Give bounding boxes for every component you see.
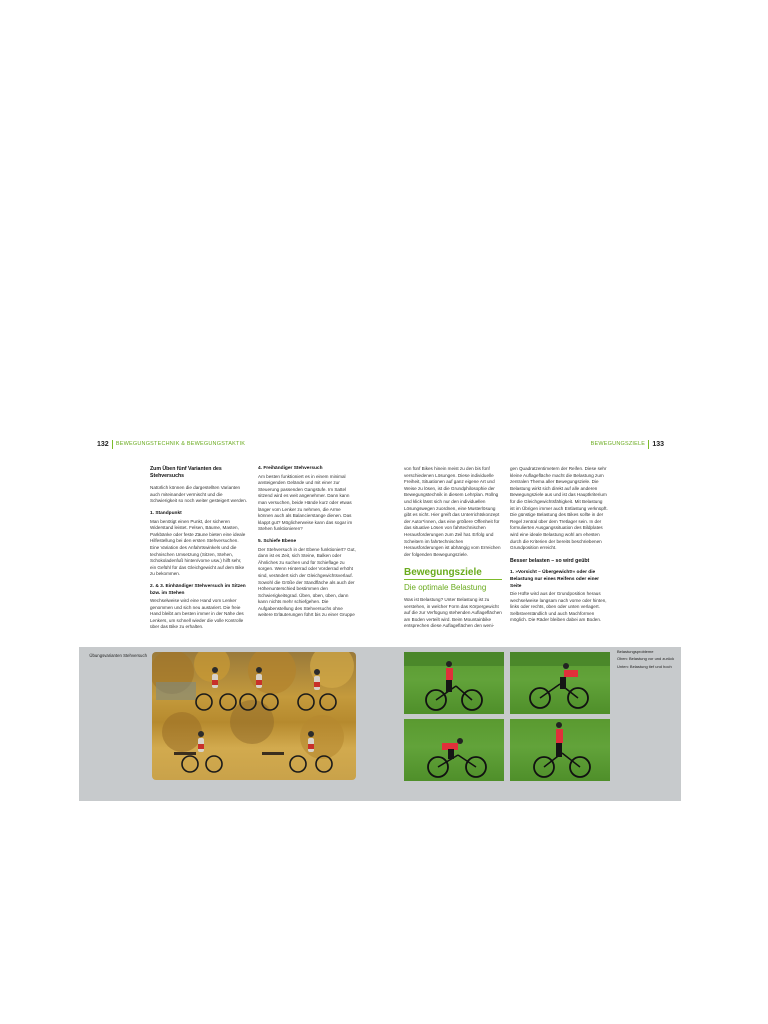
balance-photo-high (510, 719, 610, 781)
section-rule (404, 579, 502, 580)
section-label-right: BEWEGUNGSZIELE (590, 441, 646, 447)
section-title: Bewegungsziele (404, 567, 482, 578)
text-column-4 (510, 466, 608, 630)
page-number-right: 133 (652, 440, 664, 448)
rider-illustration (404, 719, 504, 781)
riders-illustration (152, 652, 356, 780)
paragraph: Man benötigt einen Punkt, der sicheren Widerstand leistet. Felsen, Bäume, Masten, Parkbänke oder feste Zäune bieten eine ideale Hilfestellung bei den ersten Stehversuchen. Eine Variation des Anfahrtswinkels und die technischen Umsetzung (Sitzen, Stehen, Schokoladenfuß hinten/vorne usw.) hilft sehr, ein Gefühl für das Gleichgewicht auf dem Bike zu bekommen. (150, 518, 246, 577)
item-title: 1. Standpunkt (150, 510, 182, 516)
text-column-2 (258, 466, 356, 625)
page-number-left: 132 (97, 440, 109, 448)
paragraph: Am besten funktioniert es in einem minimal ansteigenden Gelände und mit einer zur Steuerung passenden Gangstufe. Im Sattel sitzend wird es weit angenehmer. Dann kann man versuchen, beide Hände kurz oder etwas länger vom Lenker zu nehmen, die Arme können auch als Balancierstange dienen. Das klappt gut? Möglicherweise kann das sogar im Stehen funktionieren? (258, 473, 353, 532)
paragraph: von fünf Bikes hinein meist zu den bis fünf verschiedenen Lösungen. Diese individuelle Freiheit, Situationen auf ganz eigene Art und Weise zu lösen, ist die Grundphilosophie der Bewegungstechnik in diesem Lehrplan. Rollng und klick lässt sich nur den individuellen Lösungswegen zuordnen, eine Musterlösung gibt es nicht. Hier greift das Unterrichtskonzept der Autor*innen, das eine größere Offenheit für das situative Lösen von fahrtechnischen Herausforderungen zum Zeil hat. Erfolg und Scheitern im fahrtechnischen Herausforderungen ist abhängig vom Erreichen der folgenden Bewegungsziele. (404, 466, 501, 557)
paragraph: gen Quadratzentimetern der Reifen. Diese sehr kleine Auflagefläche macht die Belastung zum zentralen Thema aller Bewegungsziele. Die Belastung wirkt sich direkt auf alle anderen Bewegungsziele aus und ist das Hauptkriterium für die Gleichgewichtsfähigkeit. Mit Belastung ist im Übrigen immer auch Entlastung verknüpft. Die günstige Belastung des Bikes sollte in der Regel zentral über dem Tretlager sein. In der formulierten Ausgangssituation des Bildplates wird eine ideale Belastung wohl am ehesten durch die Kriterien der bereits beschriebenen Grundposition erreicht. (510, 466, 608, 551)
page-header-right (591, 438, 664, 450)
header-divider (648, 440, 649, 449)
balance-photo-low (404, 719, 504, 781)
section-label-left: BEWEGUNGSTECHNIK & BEWEGUNGSTAKTIK (115, 441, 246, 447)
item-title: 4. Freihändiger Stehversuch (258, 466, 323, 471)
balance-photo-forward (404, 652, 504, 714)
page-header-left (97, 438, 245, 450)
text-column-3-bottom (404, 597, 502, 636)
item-title: 5. Schiefe Ebene (258, 538, 297, 544)
text-column-1 (150, 466, 248, 637)
item-title: 1. »Vorsicht – Übergewicht!« oder die Belastung nur eines Reifens oder einer Seite (510, 570, 600, 589)
section-subtitle: Die optimale Belastung (404, 583, 487, 592)
autumn-composite-photo (152, 652, 356, 780)
paragraph: Wechselweise wird eine Hand vom Lenker genommen und sich neu austariert. Die freie Hand bleibt am besten immer in der Nähe des Lenkers, um schnell wieder die volle Kontrolle über das Bike zu erhalten. (150, 598, 244, 630)
header-divider (112, 440, 113, 449)
photo-caption-right (617, 649, 677, 671)
item-title: 2. & 3. Einhändiger Stehversuch im Sitzen bzw. im Stehen (150, 583, 246, 596)
text-column-3 (404, 466, 502, 564)
column-heading: Zum Üben fünf Varianten des Stehversuchs (150, 466, 222, 479)
rider-illustration (510, 652, 610, 714)
photo-caption-left: Übungsvarianten Stehversuch (89, 653, 147, 658)
caption-line: Unten: Belastung tief und hoch (617, 663, 672, 669)
paragraph: Was ist Belastung? Unter Belastung ist zu verstehen, in welcher Form das Körpergewicht auf die zur Verfügung stehenden Auflageflächen am Boden verteilt wird. Beim Mountainbike entsprechen diese Auflageflächen den weni- (404, 597, 502, 629)
caption-title: Belastungsprobleme (617, 649, 654, 654)
paragraph: Natürlich können die dargestellten Varianten auch miteinander vermischt und die Schwierigkeit so noch weiter gesteigert werden. (150, 485, 248, 504)
balance-photo-backward (510, 652, 610, 714)
rider-illustration (510, 719, 610, 781)
paragraph: Die Hüfte wird aus der Grundposition heraus wechselweise langsam nach vorne oder hinten, links oder rechts, oben oder unten verlagert. Selbstverständlich und auch Machformen möglich. Die Räder bleiben dabei am Boden. (510, 591, 607, 623)
column-heading: Besser belasten – so wird geübt (510, 557, 590, 564)
paragraph: Der Stehversuch in der Ebene funktioniert? Gut, dann ist es Zeit, sich Steine, Balken oder Ähnliches zu suchen und für Schieflage zu sorgen. Wenn Hinterrad oder Vorderrad erhöht sind, verändert sich der Gleichgewichtsverlauf. Sowohl die Größe der Standfläche als auch der Höhenunterschied bestimmen den Schwierigkeitsgrad. Üben, üben, üben, dann kann nichts mehr schiefgehen. Die Aufgabenstellung des Stehversuchs ohne weitere Erläuterungen führt bis zu einer Gruppe (258, 546, 356, 618)
caption-line: Oben: Belastung vor und zurück (617, 656, 675, 662)
rider-illustration (404, 652, 504, 714)
